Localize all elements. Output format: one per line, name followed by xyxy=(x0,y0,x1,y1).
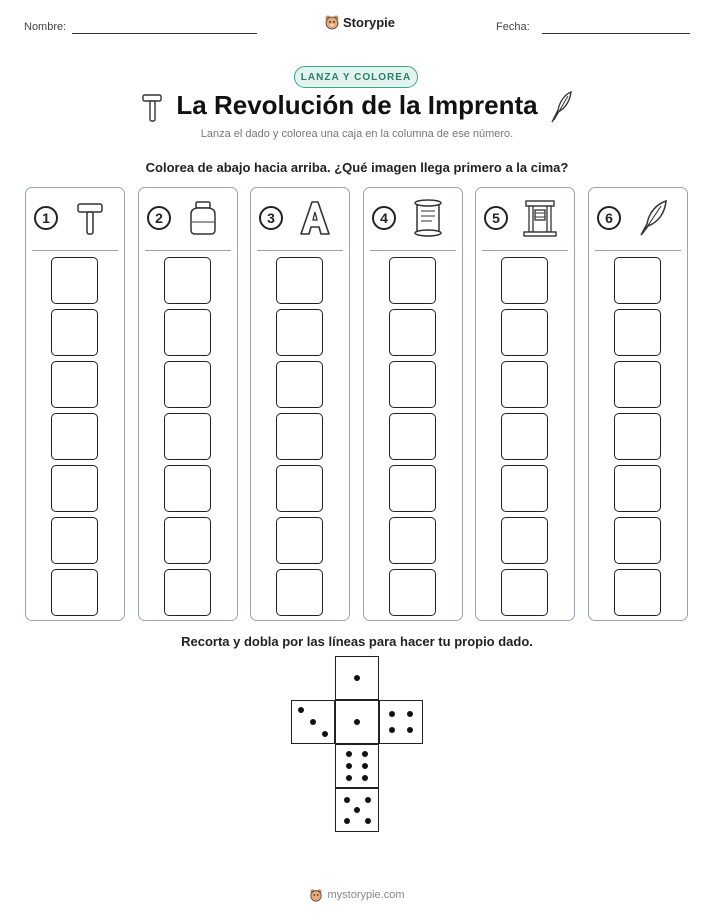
name-line[interactable] xyxy=(72,33,257,34)
column-divider xyxy=(370,250,456,251)
color-box[interactable] xyxy=(389,361,436,408)
color-box[interactable] xyxy=(51,465,98,512)
color-box[interactable] xyxy=(276,361,323,408)
color-box[interactable] xyxy=(164,413,211,460)
column-number: 5 xyxy=(484,206,508,230)
color-box[interactable] xyxy=(164,309,211,356)
activity-badge: LANZA Y COLOREA xyxy=(294,66,418,88)
color-box[interactable] xyxy=(389,569,436,616)
letter-a-block-icon xyxy=(295,198,335,238)
color-box[interactable] xyxy=(614,517,661,564)
color-box[interactable] xyxy=(51,517,98,564)
footer xyxy=(0,888,714,902)
column-number: 3 xyxy=(259,206,283,230)
color-box[interactable] xyxy=(501,517,548,564)
color-box[interactable] xyxy=(501,413,548,460)
color-box[interactable] xyxy=(614,309,661,356)
brand-logo xyxy=(324,14,395,30)
die-pip xyxy=(354,675,360,681)
coloring-instruction: Colorea de abajo hacia arriba. ¿Qué imagen llega primero a la cima? xyxy=(145,160,569,175)
scroll-icon xyxy=(408,198,448,238)
die-pip xyxy=(344,797,350,803)
column-1 xyxy=(25,187,125,621)
column-5 xyxy=(475,187,575,621)
die-pip xyxy=(354,807,360,813)
column-divider xyxy=(257,250,343,251)
die-face-3 xyxy=(291,700,335,744)
column-number: 4 xyxy=(372,206,396,230)
ink-pot-icon xyxy=(183,198,223,238)
color-box[interactable] xyxy=(389,517,436,564)
bear-icon xyxy=(309,888,323,902)
footer-url: mystorypie.com xyxy=(327,889,405,901)
die-pip xyxy=(365,797,371,803)
brand-name: Storypie xyxy=(343,14,396,30)
color-box[interactable] xyxy=(614,569,661,616)
color-box[interactable] xyxy=(614,465,661,512)
die-pip xyxy=(346,763,352,769)
color-box[interactable] xyxy=(276,309,323,356)
column-divider xyxy=(482,250,568,251)
die-instruction: Recorta y dobla por las líneas para hacer tu propio dado. xyxy=(181,634,533,649)
color-box[interactable] xyxy=(276,517,323,564)
page-title: La Revolución de la Imprenta xyxy=(176,90,538,120)
color-box[interactable] xyxy=(51,413,98,460)
die-pip xyxy=(310,719,316,725)
die-pip xyxy=(362,775,368,781)
color-box[interactable] xyxy=(614,361,661,408)
column-divider xyxy=(595,250,681,251)
die-pip xyxy=(346,775,352,781)
column-number: 6 xyxy=(597,206,621,230)
column-4 xyxy=(363,187,463,621)
color-box[interactable] xyxy=(389,309,436,356)
color-box[interactable] xyxy=(164,569,211,616)
column-divider xyxy=(145,250,231,251)
die-face-1 xyxy=(335,700,379,744)
color-box[interactable] xyxy=(276,413,323,460)
color-box[interactable] xyxy=(389,257,436,304)
die-pip xyxy=(389,711,395,717)
date-label: Fecha: xyxy=(496,21,530,33)
color-box[interactable] xyxy=(501,465,548,512)
page-subtitle: Lanza el dado y colorea una caja en la columna de ese número. xyxy=(200,128,514,140)
die-pip xyxy=(389,727,395,733)
die-pip xyxy=(298,707,304,713)
column-divider xyxy=(32,250,118,251)
die-pip xyxy=(362,763,368,769)
column-number: 2 xyxy=(147,206,171,230)
die-pip xyxy=(407,711,413,717)
color-box[interactable] xyxy=(614,257,661,304)
die-pip xyxy=(344,818,350,824)
die-pip xyxy=(354,719,360,725)
color-box[interactable] xyxy=(614,413,661,460)
color-box[interactable] xyxy=(51,309,98,356)
color-box[interactable] xyxy=(164,361,211,408)
color-box[interactable] xyxy=(389,413,436,460)
color-box[interactable] xyxy=(501,569,548,616)
color-box[interactable] xyxy=(164,517,211,564)
die-face-6 xyxy=(335,744,379,788)
printing-press-icon xyxy=(520,198,560,238)
color-box[interactable] xyxy=(501,361,548,408)
quill-feather-icon xyxy=(633,198,673,238)
column-3 xyxy=(250,187,350,621)
die-face-1 xyxy=(335,656,379,700)
color-box[interactable] xyxy=(276,257,323,304)
color-box[interactable] xyxy=(501,257,548,304)
color-box[interactable] xyxy=(276,569,323,616)
color-box[interactable] xyxy=(276,465,323,512)
color-box[interactable] xyxy=(164,257,211,304)
name-label: Nombre: xyxy=(24,21,67,33)
bear-icon xyxy=(324,14,340,30)
die-face-5 xyxy=(335,788,379,832)
column-6 xyxy=(588,187,688,621)
die-pip xyxy=(407,727,413,733)
color-box[interactable] xyxy=(389,465,436,512)
hammer-icon xyxy=(70,198,110,238)
color-box[interactable] xyxy=(51,257,98,304)
color-box[interactable] xyxy=(51,361,98,408)
column-number: 1 xyxy=(34,206,58,230)
color-box[interactable] xyxy=(164,465,211,512)
column-2 xyxy=(138,187,238,621)
die-face-4 xyxy=(379,700,423,744)
color-box[interactable] xyxy=(51,569,98,616)
die-pip xyxy=(346,751,352,757)
date-line[interactable] xyxy=(542,33,690,34)
quill-feather-icon xyxy=(548,90,574,124)
die-pip xyxy=(365,818,371,824)
die-pip xyxy=(322,731,328,737)
die-pip xyxy=(362,751,368,757)
color-box[interactable] xyxy=(501,309,548,356)
